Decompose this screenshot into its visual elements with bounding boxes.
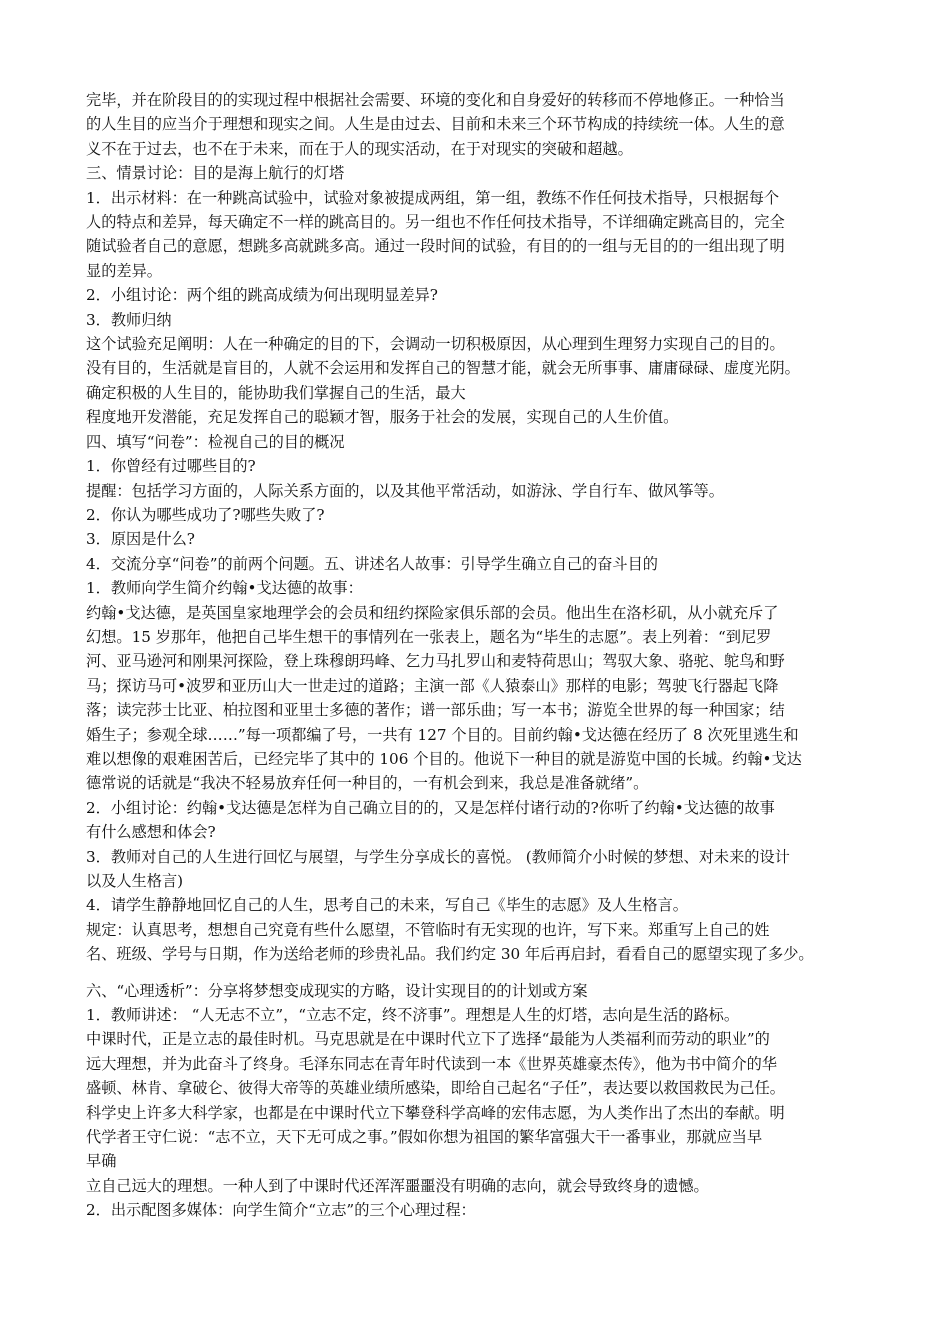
text-line: 完毕，并在阶段目的的实现过程中根据社会需要、环境的变化和自身爱好的转移而不停地修正。一种恰当	[86, 91, 785, 109]
text-line: 有什么感想和体会?	[86, 823, 216, 842]
text-line: 1．教师讲述： “人无志不立”，“立志不定，终不济事”。理想是人生的灯塔，志向是生活的路标。	[86, 1006, 740, 1025]
text-line: 名、班级、学号与日期，作为送给老师的珍贵礼品。我们约定 30 年后再启封，看看自己的愿望实现了多少。	[86, 945, 814, 964]
section-heading: 六、“心理透析”：分享将梦想变成现实的方略，设计实现目的的计划或方案	[86, 981, 588, 1000]
section-heading: 三、情景讨论：目的是海上航行的灯塔	[86, 164, 345, 183]
text-line: 1．出示材料：在一种跳高试验中，试验对象被提成两组，第一组，教练不作任何技术指导，只根据每个	[86, 188, 780, 207]
text-line: 幻想。15 岁那年，他把自己毕生想干的事情列在一张表上，题名为“毕生的志愿”。表上列着：“到尼罗	[86, 627, 772, 646]
text-line: 以及人生格言)	[86, 872, 184, 890]
text-line: 4．交流分享“问卷”的前两个问题。五、讲述名人故事：引导学生确立自己的奋斗目的	[86, 554, 658, 573]
text-line: 马；探访马可•波罗和亚历山大一世走过的道路；主演一部《人猿泰山》那样的电影；驾驶飞行器起飞降	[86, 676, 779, 695]
text-line: 难以想像的艰难困苦后，已经完毕了其中的 106 个目的。他说下一种目的就是游览中国的长城。约翰•戈达	[86, 749, 802, 768]
text-line: 婚生子；参观全球……”每一项都编了号，一共有 127 个目的。目前约翰•戈达德在经历了 8 次死里逃生和	[86, 725, 799, 744]
text-line: 早确	[86, 1152, 117, 1171]
text-line: 2．你认为哪些成功了?哪些失败了?	[86, 505, 325, 524]
text-line: 2．小组讨论：两个组的跳高成绩为何出现明显差异?	[86, 286, 438, 305]
text-line: 这个试验充足阐明：人在一种确定的目的下，会调动一切积极原因，从心理到生理努力实现自己的目的。	[86, 335, 785, 354]
text-line: 盛顿、林肯、拿破仑、彼得大帝等的英雄业绩所感染，即给自己起名“子任”，表达要以救国救民为己任。	[86, 1079, 785, 1098]
text-line: 2．小组讨论：约翰•戈达德是怎样为自己确立目的的，又是怎样付诸行动的?你听了约翰•戈达德的故事	[86, 798, 775, 817]
text-line: 科学史上许多大科学家，也都是在中课时代立下攀登科学高峰的宏伟志愿，为人类作出了杰出的奉献。明	[86, 1103, 785, 1122]
text-line: 义不在于过去，也不在于未来，而在于人的现实活动，在于对现实的突破和超越。	[86, 139, 633, 158]
text-line: 人的特点和差异，每天确定不一样的跳高目的。另一组也不作任何技术指导，不详细确定跳高目的，完全	[86, 213, 785, 232]
text-line: 2．出示配图多媒体：向学生简介“立志”的三个心理过程：	[86, 1201, 476, 1220]
text-line: 德常说的话就是“我决不轻易放弃任何一种目的，一有机会到来，我总是准备就绪”。	[86, 774, 649, 793]
text-line: 1．你曾经有过哪些目的?	[86, 457, 256, 476]
text-line: 没有目的，生活就是盲目的，人就不会运用和发挥自己的智慧才能，就会无所事事、庸庸碌碌、虚度光阴。	[86, 359, 800, 378]
text-line: 4．请学生静静地回忆自己的人生，思考自己的未来，写自己《毕生的志愿》及人生格言。	[86, 896, 688, 915]
text-line: 代学者王守仁说：“志不立，天下无可成之事。”假如你想为祖国的繁华富强大干一番事业，那就应当早	[86, 1128, 763, 1147]
text-line: 远大理想，并为此奋斗了终身。毛泽东同志在青年时代读到一本《世界英雄豪杰传》，他为书中简介的华	[86, 1054, 778, 1073]
text-line: 程度地开发潜能，充足发挥自己的聪颖才智，服务于社会的发展，实现自己的人生价值。	[86, 408, 679, 427]
text-line: 河、亚马逊河和刚果河探险，登上珠穆朗玛峰、乞力马扎罗山和麦特荷思山；驾驭大象、骆驼、鸵鸟和野	[86, 652, 785, 671]
text-line: 确定积极的人生目的，能协助我们掌握自己的生活，最大	[86, 383, 466, 402]
text-line: 提醒：包括学习方面的，人际关系方面的，以及其他平常活动，如游泳、学自行车、做风筝等。	[86, 481, 724, 500]
text-line: 规定：认真思考，想想自己究竟有些什么愿望，不管临时有无实现的也许，写下来。郑重写上自己的姓	[86, 920, 770, 939]
text-line: 3．原因是什么?	[86, 530, 195, 549]
text-line: 3．教师归纳	[86, 310, 172, 329]
text-line: 3．教师对自己的人生进行回忆与展望，与学生分享成长的喜悦。 (教师简介小时候的梦想、对未来的设计	[86, 847, 790, 866]
text-line: 落；读完莎士比亚、柏拉图和亚里士多德的著作；谱一部乐曲；写一本书；游览全世界的每一种国家；结	[86, 701, 785, 720]
text-line: 立自己远大的理想。一种人到了中课时代还浑浑噩噩没有明确的志向，就会导致终身的遗憾。	[86, 1176, 709, 1195]
text-line: 1．教师向学生简介约翰•戈达德的故事：	[86, 579, 363, 598]
section-heading: 四、填写“问卷”：检视自己的目的概况	[86, 432, 345, 451]
text-line: 中课时代，正是立志的最佳时机。马克思就是在中课时代立下了选择“最能为人类福利而劳动的职业”的	[86, 1030, 770, 1049]
text-line: 的人生目的应当介于理想和现实之间。人生是由过去、目前和未来三个环节构成的持续统一体。人生的意	[86, 115, 785, 134]
text-line: 约翰•戈达德，是英国皇家地理学会的会员和纽约探险家俱乐部的会员。他出生在洛杉矶，从小就充斥了	[86, 603, 779, 622]
text-line: 随试验者自己的意愿，想跳多高就跳多高。通过一段时间的试验，有目的的一组与无目的的一组出现了明	[86, 237, 785, 256]
text-line: 显的差异。	[86, 261, 162, 280]
